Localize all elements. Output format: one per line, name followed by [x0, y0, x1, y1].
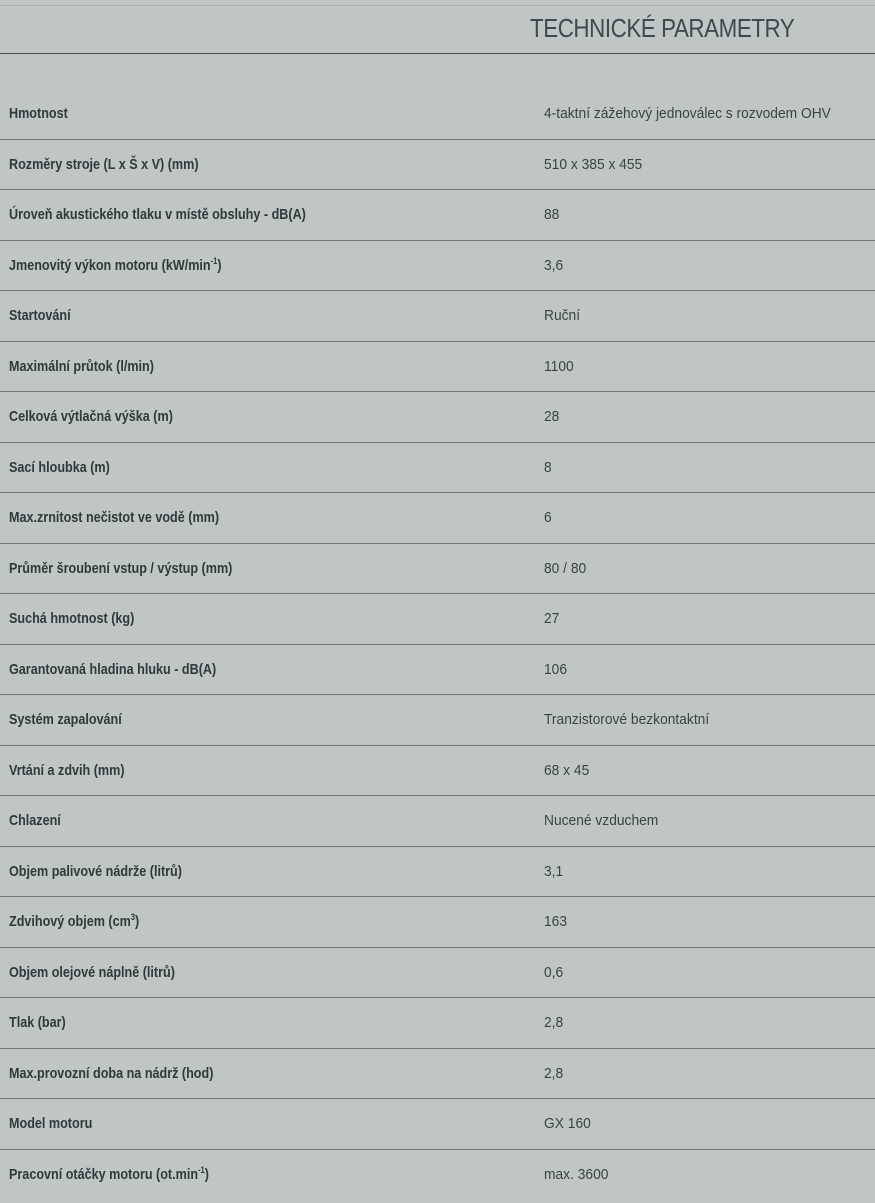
row-value: Nucené vzduchem — [544, 812, 659, 829]
row-value: 163 — [544, 913, 568, 930]
row-value: 4-taktní zážehový jednoválec s rozvodem OHV — [544, 105, 831, 122]
row-value: 88 — [544, 206, 560, 223]
table-row — [0, 948, 875, 999]
row-value: 3,1 — [544, 862, 564, 880]
table-row — [0, 645, 875, 696]
row-label: Vrtání a zdvih (mm) — [9, 761, 125, 779]
row-label: Max.provozní doba na nádrž (hod) — [9, 1064, 214, 1082]
row-value: 2,8 — [544, 1064, 564, 1082]
row-label: Sací hloubka (m) — [9, 458, 110, 476]
table-row — [0, 342, 875, 393]
row-label: Celková výtlačná výška (m) — [9, 408, 173, 425]
table-row — [0, 998, 875, 1049]
row-value: GX 160 — [544, 1115, 591, 1132]
spec-table — [0, 89, 875, 1200]
title-divider — [0, 53, 875, 54]
row-label: Jmenovitý výkon motoru $(kW/\min^{-1})$ — [9, 255, 222, 274]
table-row — [0, 847, 875, 898]
table-row — [0, 746, 875, 797]
row-label: Průměr šroubení vstup / výstup (mm) — [9, 559, 233, 577]
table-row — [0, 443, 875, 494]
row-value: 27 — [544, 610, 560, 627]
row-label: Úroveň akustického tlaku v místě obsluhy - dB(A) — [9, 206, 306, 223]
row-label: Hmotnost — [9, 105, 68, 122]
row-label: Tlak (bar) — [9, 1014, 66, 1031]
table-row — [0, 544, 875, 595]
page-title: TECHNICKÉ PARAMETRY — [530, 13, 795, 43]
row-value: 510 x 385 x 455 — [544, 155, 643, 173]
row-label: Systém zapalování — [9, 711, 122, 728]
row-label: Suchá hmotnost (kg) — [9, 610, 135, 627]
row-value: 28 — [544, 408, 560, 425]
row-label: Garantovaná hladina hluku - dB(A) — [9, 660, 217, 678]
table-row — [0, 140, 875, 191]
table-row — [0, 190, 875, 241]
row-label: Objem palivové nádrže (litrů) — [9, 862, 182, 880]
row-value: Tranzistorové bezkontaktní — [544, 711, 710, 728]
row-value: 3,6 — [544, 256, 564, 274]
row-value: max. 3600 — [544, 1165, 609, 1183]
top-divider — [0, 5, 875, 6]
row-label: Zdvihový objem $(cm^3)$ — [9, 912, 140, 930]
table-row — [0, 1150, 875, 1201]
table-row — [0, 695, 875, 746]
table-row — [0, 897, 875, 948]
row-value: 106 — [544, 660, 568, 678]
row-value: 6 — [544, 509, 552, 526]
table-row — [0, 1099, 875, 1150]
table-row — [0, 594, 875, 645]
row-value: 80 / 80 — [544, 559, 587, 577]
row-label: Objem olejové náplně (litrů) — [9, 963, 175, 981]
row-label: Model motoru — [9, 1115, 93, 1132]
row-label: Pracovní otáčky motoru $(ot.\min^{-1})$ — [9, 1164, 209, 1183]
row-label: Chlazení — [9, 812, 61, 829]
row-value: 2,8 — [544, 1014, 564, 1031]
row-value: 8 — [544, 458, 552, 476]
table-row — [0, 89, 875, 140]
row-label: Max.zrnitost nečistot ve vodě (mm) — [9, 509, 220, 526]
row-value: 1100 — [544, 357, 574, 375]
row-label: Startování — [9, 307, 71, 324]
table-row — [0, 291, 875, 342]
row-value: 68 x 45 — [544, 761, 590, 779]
table-row — [0, 241, 875, 292]
row-label: Rozměry stroje (L x Š x V) (mm) — [9, 155, 199, 173]
table-row — [0, 392, 875, 443]
row-label: Maximální průtok (l/min) — [9, 357, 154, 375]
table-row — [0, 493, 875, 544]
table-row — [0, 796, 875, 847]
row-value: Ruční — [544, 307, 581, 324]
table-row — [0, 1049, 875, 1100]
row-value: 0,6 — [544, 963, 564, 981]
